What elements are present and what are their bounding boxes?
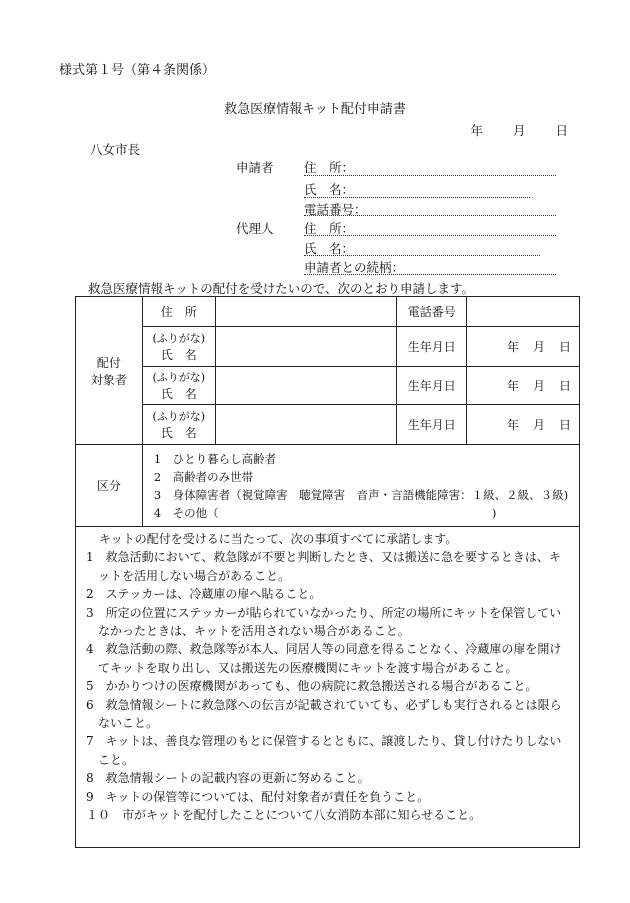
category-header: 区分 (76, 445, 143, 527)
application-date (470, 121, 568, 139)
address-input-cell[interactable] (215, 297, 397, 327)
agent-address-label: 住 所： (304, 221, 355, 236)
category-option[interactable]: 1 ひとり暮らし高齢者 (153, 451, 277, 466)
name-header: (ふりがな) 氏 名 (142, 405, 215, 445)
applicant-address-line[interactable] (304, 175, 556, 176)
date-year-label: 年 (470, 123, 483, 138)
agent-name-line[interactable] (304, 255, 540, 256)
birthdate-header: 生年月日 (397, 405, 467, 445)
terms-line: なかったときは、キットを活用されない場合があること。 (98, 624, 410, 639)
terms-line: 1 救急活動において、救急隊が不要と判断したとき、又は搬送に急を要するときは、キ (86, 550, 561, 565)
terms-line: ットを活用しない場合があること。 (98, 568, 291, 583)
birthdate-input-cell[interactable]: 年 月 日 (467, 367, 580, 405)
date-day-label: 日 (555, 123, 568, 138)
birthdate-input-cell[interactable]: 年 月 日 (467, 405, 580, 445)
phone-header: 電話番号 (397, 297, 467, 327)
table-row (76, 297, 580, 327)
recipient-group-label: 配付 対象者 (76, 297, 143, 445)
terms-line: 8 救急情報シートの記載内容の更新に努めること。 (86, 771, 370, 786)
applicant-name-label: 氏 名： (304, 182, 355, 197)
agent-role-label: 代理人 (236, 221, 274, 236)
birthdate-header: 生年月日 (397, 327, 467, 367)
terms-line: 3 所定の位置にステッカーが貼られていなかったり、所定の場所にキットを保管してい (86, 605, 562, 620)
category-option[interactable]: 4 その他（ ) (153, 505, 497, 520)
terms-line: 6 救急情報シートに救急隊への伝言が記載されていても、必ずしも実行されるとは限ら (86, 697, 562, 712)
name-header: (ふりがな) 氏 名 (142, 367, 215, 405)
agent-name-label: 氏 名： (304, 241, 355, 256)
recipient-table (75, 296, 580, 527)
addressee: 八女市長 (90, 142, 141, 157)
birthdate-input-cell[interactable]: 年 月 日 (467, 327, 580, 367)
birthdate-header: 生年月日 (397, 367, 467, 405)
terms-line: 2 ステッカーは、冷蔵庫の扉へ貼ること。 (86, 587, 322, 602)
applicant-phone-line[interactable] (304, 215, 556, 216)
table-row (76, 367, 580, 405)
terms-line: 4 救急活動の際、救急隊等が本人、同居人等の同意を得ることなく、冷蔵庫の扉を開け (86, 642, 562, 657)
agent-relation-line[interactable] (304, 274, 556, 275)
name-input-cell[interactable] (215, 367, 397, 405)
agent-relation-label: 申請者との続柄： (304, 260, 405, 275)
phone-input-cell[interactable] (467, 297, 580, 327)
name-input-cell[interactable] (215, 405, 397, 445)
applicant-name-line[interactable] (304, 197, 530, 198)
table-row (76, 405, 580, 445)
applicant-role-label: 申請者 (236, 160, 274, 175)
terms-line: こと。 (98, 752, 135, 767)
terms-line: ないこと。 (98, 716, 159, 731)
applicant-phone-label: 電話番号： (304, 202, 367, 217)
address-header: 住 所 (142, 297, 215, 327)
terms-line: １０ 市がキットを配付したことについて八女消防本部に知らせること。 (86, 808, 482, 823)
form-number: 様式第１号（第４条関係） (59, 63, 216, 78)
agent-address-line[interactable] (304, 235, 556, 236)
application-statement: 救急医療情報キットの配付を受けたいので、次のとおり申請します。 (88, 281, 475, 296)
name-header: (ふりがな) 氏 名 (142, 327, 215, 367)
terms-line: 9 キットの保管等については、配付対象者が責任を負うこと。 (86, 789, 430, 804)
document-title: 救急医療情報キット配付申請書 (224, 102, 406, 117)
terms-line: てキットを取り出し、又は搬送先の医療機関にキットを渡す場合があること。 (98, 660, 518, 675)
category-options (142, 445, 579, 527)
terms-line: 5 かかりつけの医療機関があっても、他の病院に救急搬送される場合があること。 (86, 679, 538, 694)
table-row (76, 445, 580, 527)
date-month-label: 月 (512, 123, 526, 138)
category-option[interactable]: 3 身体障害者（視覚障害 聴覚障害 音声・言語機能障害：１級、２級、３級) (153, 487, 569, 502)
table-row (76, 327, 580, 367)
name-input-cell[interactable] (215, 327, 397, 367)
other-close-paren: ) (491, 505, 497, 520)
consent-terms (75, 526, 580, 848)
terms-intro: キットの配付を受けるに当たって、次の事項すべてに承諾します。 (99, 532, 458, 546)
terms-line: 7 キットは、善良な管理のもとに保管するとともに、譲渡したり、貸し付けたりしない (86, 734, 562, 749)
category-option[interactable]: 2 高齢者のみ世帯 (153, 469, 254, 484)
applicant-address-label: 住 所： (304, 160, 355, 175)
